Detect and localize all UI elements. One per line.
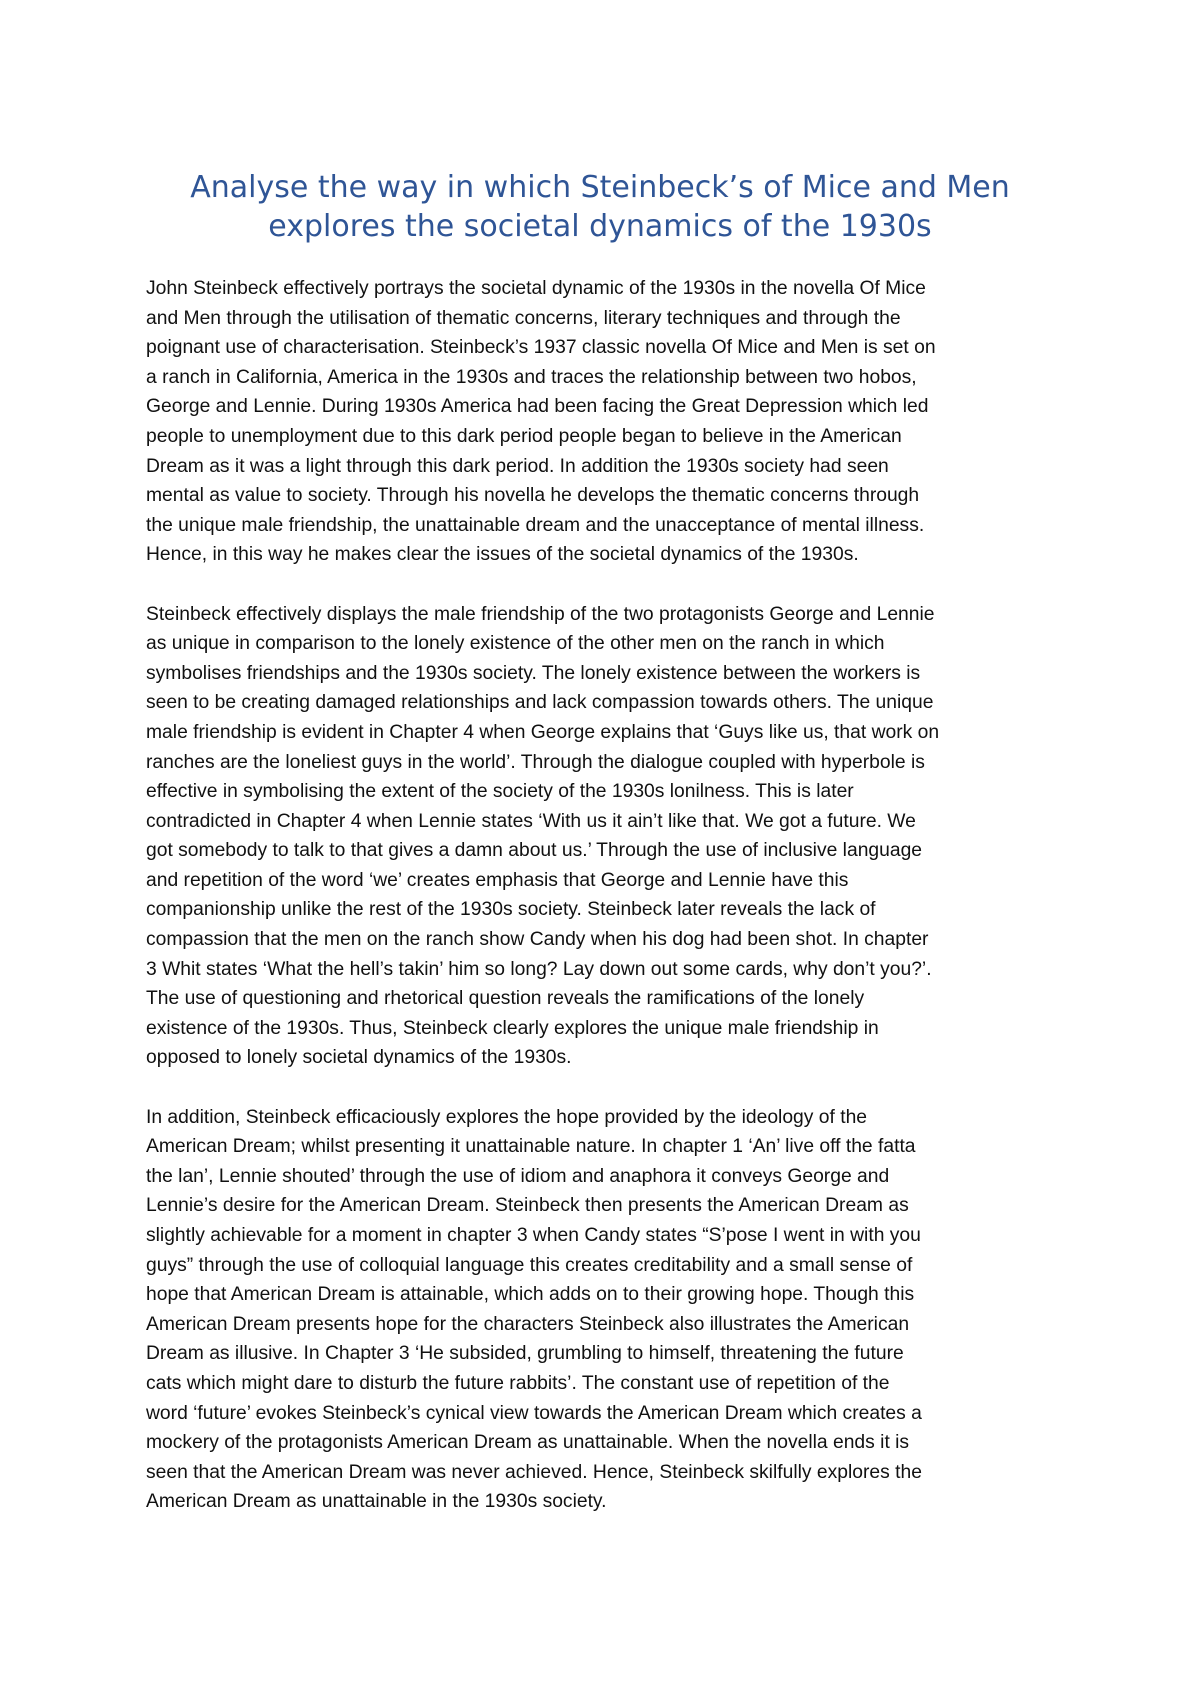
text-line: symbolises friendships and the 1930s society. The lonely existence between the workers is bbox=[146, 662, 921, 684]
text-line: guys” through the use of colloquial language this creates creditability and a small sense of bbox=[146, 1254, 913, 1276]
text-line: Dream as it was a light through this dark period. In addition the 1930s society had seen bbox=[146, 455, 889, 477]
text-line: 3 Whit states ‘What the hell’s takin’ him so long? Lay down out some cards, why don’t you?’. bbox=[146, 958, 932, 980]
text-line: existence of the 1930s. Thus, Steinbeck clearly explores the unique male friendship in bbox=[146, 1017, 879, 1039]
text-line: and Men through the utilisation of thematic concerns, literary techniques and through the bbox=[146, 307, 901, 329]
text-line: contradicted in Chapter 4 when Lennie states ‘With us it ain’t like that. We got a future. We bbox=[146, 810, 916, 832]
text-line: American Dream; whilst presenting it unattainable nature. In chapter 1 ‘An’ live off the fatta bbox=[146, 1136, 916, 1158]
text-line: Steinbeck effectively displays the male friendship of the two protagonists George and Lennie bbox=[146, 603, 935, 625]
title-line: Analyse the way in which Steinbeck’s of Mice and Men bbox=[190, 170, 1010, 205]
text-line: mockery of the protagonists American Dream as unattainable. When the novella ends it is bbox=[146, 1432, 910, 1454]
text-line: the lan’, Lennie shouted’ through the use of idiom and anaphora it conveys George and bbox=[146, 1165, 890, 1187]
title-line: explores the societal dynamics of the 1930s bbox=[268, 209, 932, 244]
essay-body bbox=[146, 274, 1076, 1547]
essay-title bbox=[120, 168, 1080, 246]
text-line: American Dream presents hope for the characters Steinbeck also illustrates the American bbox=[146, 1313, 910, 1335]
text-line: effective in symbolising the extent of the society of the 1930s lonilness. This is later bbox=[146, 781, 854, 803]
text-line: The use of questioning and rhetorical question reveals the ramifications of the lonely bbox=[146, 988, 865, 1010]
text-line: male friendship is evident in Chapter 4 when George explains that ‘Guys like us, that work on bbox=[146, 721, 940, 743]
paragraph-1 bbox=[146, 274, 1076, 570]
text-line: compassion that the men on the ranch show Candy when his dog had been shot. In chapter bbox=[146, 929, 929, 951]
paragraph-2 bbox=[146, 600, 1076, 1074]
text-line: companionship unlike the rest of the 1930s society. Steinbeck later reveals the lack of bbox=[146, 899, 876, 921]
text-line: as unique in comparison to the lonely existence of the other men on the ranch in which bbox=[146, 633, 885, 655]
text-line: got somebody to talk to that gives a damn about us.’ Through the use of inclusive language bbox=[146, 840, 923, 862]
text-line: American Dream as unattainable in the 1930s society. bbox=[146, 1491, 607, 1513]
paragraph-3 bbox=[146, 1103, 1076, 1517]
text-line: seen that the American Dream was never achieved. Hence, Steinbeck skilfully explores the bbox=[146, 1461, 922, 1483]
text-line: Lennie’s desire for the American Dream. Steinbeck then presents the American Dream as bbox=[146, 1195, 909, 1217]
text-line: George and Lennie. During 1930s America had been facing the Great Depression which led bbox=[146, 396, 929, 418]
text-line: John Steinbeck effectively portrays the societal dynamic of the 1930s in the novella Of Mice bbox=[146, 278, 926, 299]
text-line: people to unemployment due to this dark period people began to believe in the American bbox=[146, 425, 902, 447]
text-line: and repetition of the word ‘we’ creates emphasis that George and Lennie have this bbox=[146, 869, 849, 891]
text-line: Hence, in this way he makes clear the issues of the societal dynamics of the 1930s. bbox=[146, 544, 859, 566]
text-line: a ranch in California, America in the 1930s and traces the relationship between two hobos, bbox=[146, 366, 917, 388]
text-line: Dream as illusive. In Chapter 3 ‘He subsided, grumbling to himself, threatening the future bbox=[146, 1343, 904, 1365]
text-line: ranches are the loneliest guys in the world’. Through the dialogue coupled with hyperbole is bbox=[146, 751, 925, 773]
text-line: In addition, Steinbeck efficaciously explores the hope provided by the ideology of the bbox=[146, 1106, 868, 1128]
text-line: mental as value to society. Through his novella he develops the thematic concerns through bbox=[146, 485, 920, 507]
text-line: the unique male friendship, the unattainable dream and the unacceptance of mental illness. bbox=[146, 514, 925, 536]
text-line: opposed to lonely societal dynamics of the 1930s. bbox=[146, 1047, 572, 1069]
text-line: poignant use of characterisation. Steinbeck’s 1937 classic novella Of Mice and Men is set on bbox=[146, 337, 936, 359]
text-line: slightly achievable for a moment in chapter 3 when Candy states “S’pose I went in with you bbox=[146, 1225, 921, 1246]
text-line: seen to be creating damaged relationships and lack compassion towards others. The unique bbox=[146, 692, 934, 714]
text-line: cats which might dare to disturb the future rabbits’. The constant use of repetition of the bbox=[146, 1372, 890, 1394]
text-line: hope that American Dream is attainable, which adds on to their growing hope. Though this bbox=[146, 1284, 915, 1306]
text-line: word ‘future’ evokes Steinbeck’s cynical view towards the American Dream which creates a bbox=[146, 1402, 922, 1424]
